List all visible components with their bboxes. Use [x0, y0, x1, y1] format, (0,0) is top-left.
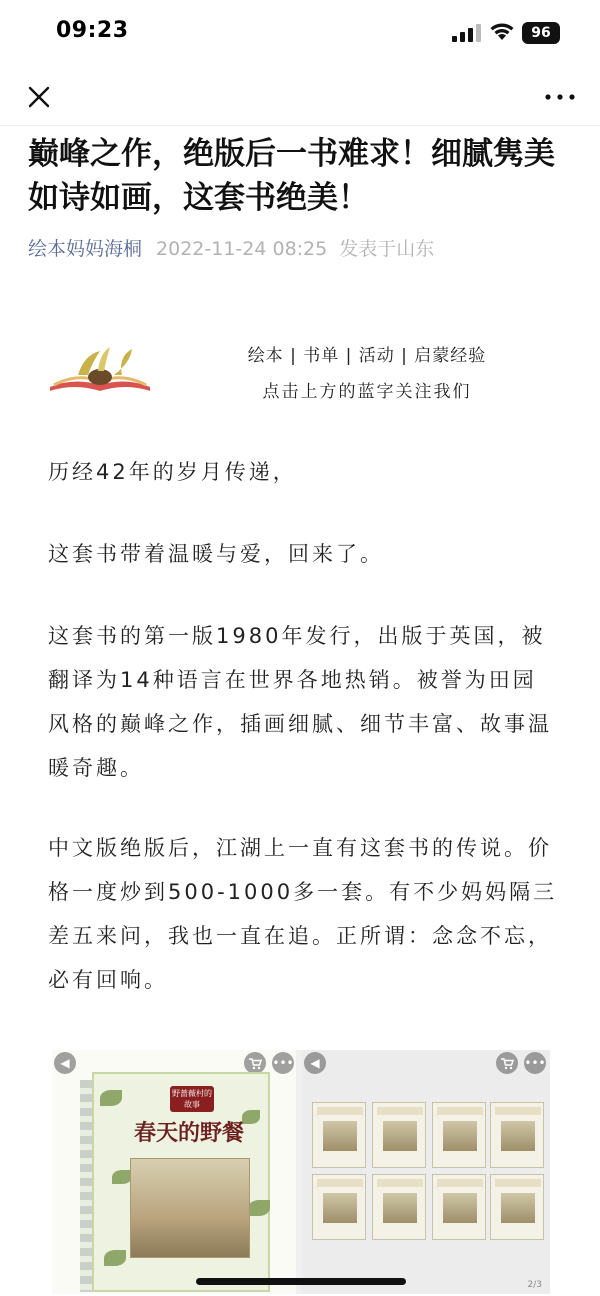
banner-menu: 绘本 | 书单 | 活动 | 启蒙经验 — [247, 346, 487, 366]
book-thumb — [372, 1174, 426, 1240]
image-page-count: 2/3 — [527, 1280, 542, 1290]
leaf-decoration — [248, 1200, 270, 1216]
book-illustration — [130, 1158, 250, 1258]
back-arrow-icon[interactable]: ◀ — [54, 1052, 76, 1074]
close-icon[interactable] — [24, 82, 54, 112]
author-link[interactable]: 绘本妈妈海桐 — [28, 238, 143, 260]
image-gallery[interactable] — [52, 1050, 550, 1294]
book-thumb — [432, 1102, 486, 1168]
book-thumb — [490, 1102, 544, 1168]
book-set-image[interactable] — [302, 1050, 550, 1294]
cart-icon[interactable] — [244, 1052, 266, 1074]
header-banner — [48, 335, 568, 410]
cart-icon[interactable] — [496, 1052, 518, 1074]
leaf-decoration — [104, 1250, 126, 1266]
book-thumb — [372, 1102, 426, 1168]
publish-time: 2022-11-24 08:25 — [156, 238, 328, 260]
book-thumb — [312, 1102, 366, 1168]
book-thumb — [312, 1174, 366, 1240]
home-indicator[interactable] — [196, 1278, 406, 1285]
paragraph-2: 这套书带着温暖与爱，回来了。 — [48, 542, 384, 566]
status-bar — [0, 0, 600, 68]
nav-bar — [0, 68, 600, 126]
paragraph-3: 这套书的第一版1980年发行，出版于英国，被翻译为14种语言在世界各地热销。被誉为田园风格的巅峰之作，插画细腻、细节丰富、故事温暖奇趣。 — [48, 624, 552, 780]
paragraph-1: 历经42年的岁月传递， — [48, 460, 297, 484]
back-arrow-icon[interactable]: ◀ — [304, 1052, 326, 1074]
status-time: 09:23 — [56, 18, 129, 43]
more-options-icon[interactable]: ••• — [524, 1052, 546, 1074]
banner-follow-text: 点击上方的蓝字关注我们 — [262, 382, 472, 402]
paragraph-4: 中文版绝版后，江湖上一直有这套书的传说。价格一度炒到500-1000多一套。有不少妈妈隔三差五来问，我也一直在追。正所谓：念念不忘，必有回响。 — [48, 836, 558, 992]
more-options-icon[interactable]: ••• — [272, 1052, 294, 1074]
signal-icon — [452, 24, 482, 42]
book-cover-image[interactable] — [52, 1050, 296, 1294]
publish-location: 发表于山东 — [339, 238, 435, 260]
book-thumb — [432, 1174, 486, 1240]
leaf-decoration — [112, 1170, 132, 1184]
wifi-icon — [489, 22, 515, 42]
book-thumb — [490, 1174, 544, 1240]
article-meta — [28, 234, 578, 264]
leaf-decoration — [100, 1090, 122, 1106]
battery-indicator: 96 — [522, 22, 560, 44]
open-book-icon — [48, 347, 152, 393]
book-title: 春天的野餐 — [133, 1120, 244, 1146]
article-title: 巅峰之作，绝版后一书难求！细腻隽美如诗如画，这套书绝美！ — [28, 136, 555, 216]
more-icon[interactable] — [540, 82, 580, 112]
series-badge: 野蔷薇村的故事 — [170, 1086, 214, 1112]
